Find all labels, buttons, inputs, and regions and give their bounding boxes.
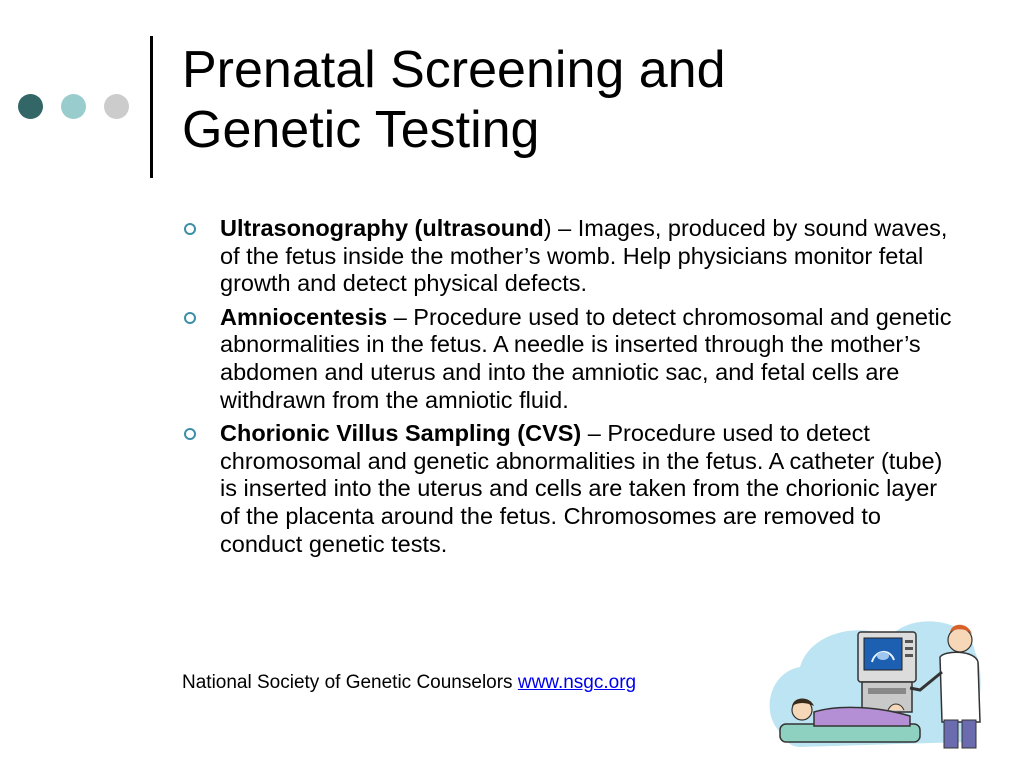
bullet-cvs	[182, 420, 952, 558]
ultrasound-exam-clipart-icon	[760, 612, 986, 752]
source-link[interactable]: www.nsgc.org	[517, 672, 637, 693]
bullet-description: ) – Images, produced by sound waves, of the fetus inside the mother’s womb. Help physicians monitor fetal growth and detect physical defects.	[220, 215, 948, 297]
slide-title-line-2: Genetic Testing	[182, 101, 540, 159]
bullet-amniocentesis	[182, 304, 952, 414]
bullet-description: – Procedure used to detect chromosomal and genetic abnormalities in the fetus. A needle is inserted through the mother’s abdomen and uterus and into the amniotic sac, and fetal cells are withdrawn from the amniotic fluid.	[220, 303, 952, 413]
source-citation	[182, 672, 636, 694]
decor-dot-gray	[104, 94, 129, 119]
bullet-term: Ultrasonography (ultrasound	[220, 215, 544, 241]
bullet-ultrasonography	[182, 215, 952, 298]
bullet-list	[182, 215, 952, 564]
ring-bullet-icon	[184, 428, 196, 440]
decor-dot-teal	[61, 94, 86, 119]
ring-bullet-icon	[184, 223, 196, 235]
decor-dot-dark	[18, 94, 43, 119]
title-divider	[150, 36, 153, 178]
source-text: National Society of Genetic Counselors	[182, 672, 518, 693]
bullet-description: – Procedure used to detect chromosomal and genetic abnormalities in the fetus. A catheter (tube) is inserted into the uterus and cells are taken from the chorionic layer of the placenta around the fetus. Chromosomes are removed to conduct genetic tests.	[220, 420, 943, 557]
title-decoration-dots	[18, 94, 138, 120]
slide-title-line-1: Prenatal Screening and	[182, 41, 726, 99]
slide-title	[182, 40, 1002, 160]
bullet-term: Amniocentesis	[220, 303, 388, 330]
bullet-term: Chorionic Villus Sampling (CVS)	[220, 420, 582, 447]
ring-bullet-icon	[184, 312, 196, 324]
